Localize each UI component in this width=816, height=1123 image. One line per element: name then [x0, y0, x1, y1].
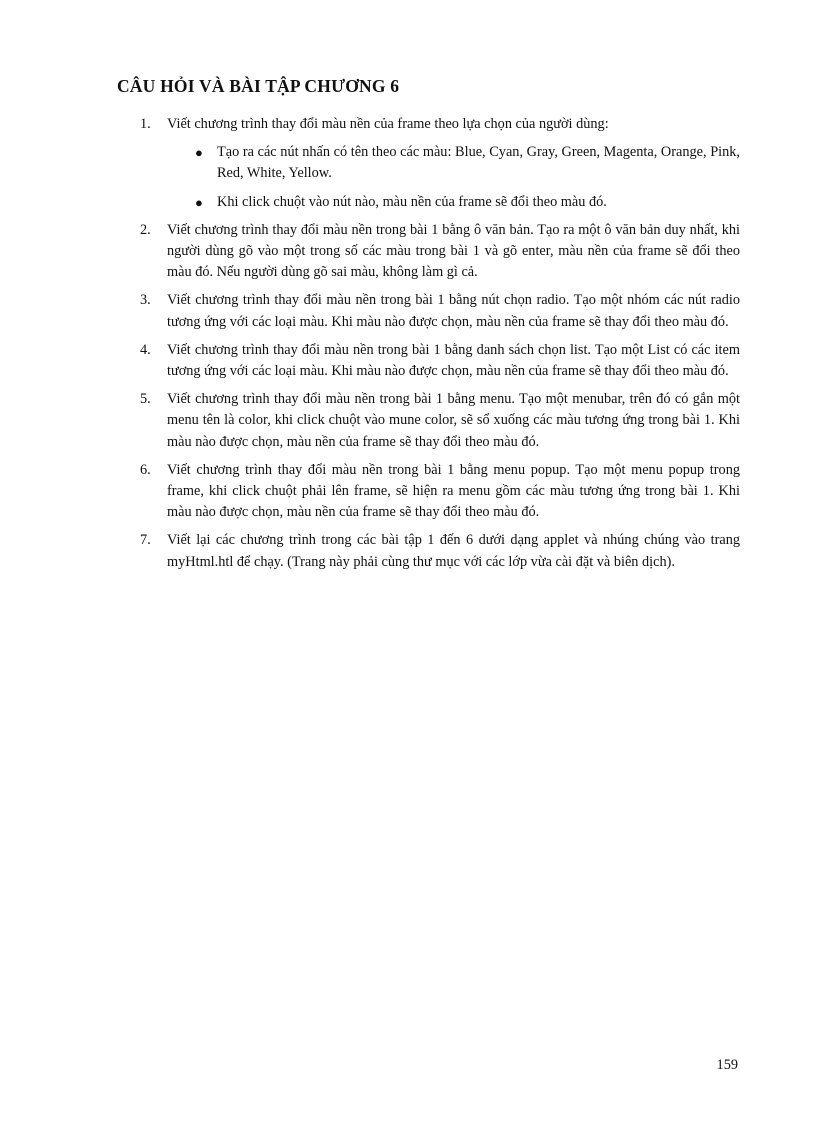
- exercise-text: Viết chương trình thay đổi màu nền trong bài 1 bằng ô văn bản. Tạo ra một ô văn bản duy nhất, khi người dùng gõ vào một trong số các màu trong bài 1 và gõ enter, màu nền của frame sẽ đổi theo màu đó. Nếu người dùng gõ sai màu, không làm gì cả.: [167, 221, 740, 281]
- exercise-number: 2.: [140, 221, 151, 238]
- exercise-item-3: [140, 290, 740, 332]
- exercise-text: Viết chương trình thay đổi màu nền của frame theo lựa chọn của người dùng:: [167, 116, 609, 132]
- exercise-number: 3.: [140, 292, 151, 309]
- bullet-text: Khi click chuột vào nút nào, màu nền của frame sẽ đổi theo màu đó.: [217, 193, 607, 210]
- exercise-bullet-list: [167, 142, 740, 213]
- bullet-icon: ●: [195, 145, 203, 161]
- exercise-list: [140, 114, 740, 580]
- bullet-icon: ●: [195, 194, 203, 210]
- chapter-exercises-heading: CÂU HỎI VÀ BÀI TẬP CHƯƠNG 6: [117, 76, 400, 96]
- exercise-item-6: [140, 460, 740, 524]
- exercise-item-2: [140, 220, 740, 284]
- exercise-item-7: [140, 530, 740, 572]
- exercise-number: 5.: [140, 391, 151, 408]
- exercise-text: Viết lại các chương trình trong các bài tập 1 đến 6 dưới dạng applet và nhúng chúng vào trang myHtml.htl để chạy. (Trang này phải cùng thư mục với các lớp vừa cài đặt và biên dịch).: [167, 532, 740, 570]
- exercise-text: Viết chương trình thay đổi màu nền trong bài 1 bằng nút chọn radio. Tạo một nhóm các nút radio tương ứng với các loại màu. Khi màu nào được chọn, màu nền của frame sẽ thay đổi theo màu đó.: [167, 292, 740, 330]
- exercise-text: Viết chương trình thay đổi màu nền trong bài 1 bằng danh sách chọn list. Tạo một List có các item tương ứng với các loại màu. Khi màu nào được chọn, màu nền của frame sẽ thay đổi theo màu đó.: [167, 341, 740, 380]
- bullet-item: [195, 192, 740, 213]
- exercise-text: Viết chương trình thay đổi màu nền trong bài 1 bằng menu popup. Tạo một menu popup trong frame, khi click chuột phải lên frame, sẽ hiện ra menu gồm các màu tương ứng trong bài 1. Khi màu nào được chọn, màu nền của frame sẽ thay đổi theo màu đó.: [167, 461, 740, 521]
- exercise-item-4: [140, 340, 740, 382]
- exercise-number: 7.: [140, 532, 151, 549]
- bullet-item: [195, 142, 740, 184]
- exercise-item-1: [140, 114, 740, 213]
- exercise-text: Viết chương trình thay đổi màu nền trong bài 1 bằng menu. Tạo một menubar, trên đó có gắn một menu tên là color, khi click chuột vào mune color, sẽ sổ xuống các màu tương ứng trong bài 1. Khi màu nào được chọn, màu nền của frame sẽ thay đổi theo màu đó.: [167, 391, 740, 450]
- page-number: 159: [716, 1057, 738, 1073]
- exercise-number: 4.: [140, 341, 151, 358]
- exercise-number: 6.: [140, 461, 151, 478]
- exercise-item-5: [140, 389, 740, 453]
- bullet-text: Tạo ra các nút nhấn có tên theo các màu: Blue, Cyan, Gray, Green, Magenta, Orange, Pink, Red, White, Yellow.: [217, 144, 740, 182]
- exercise-number: 1.: [140, 116, 151, 132]
